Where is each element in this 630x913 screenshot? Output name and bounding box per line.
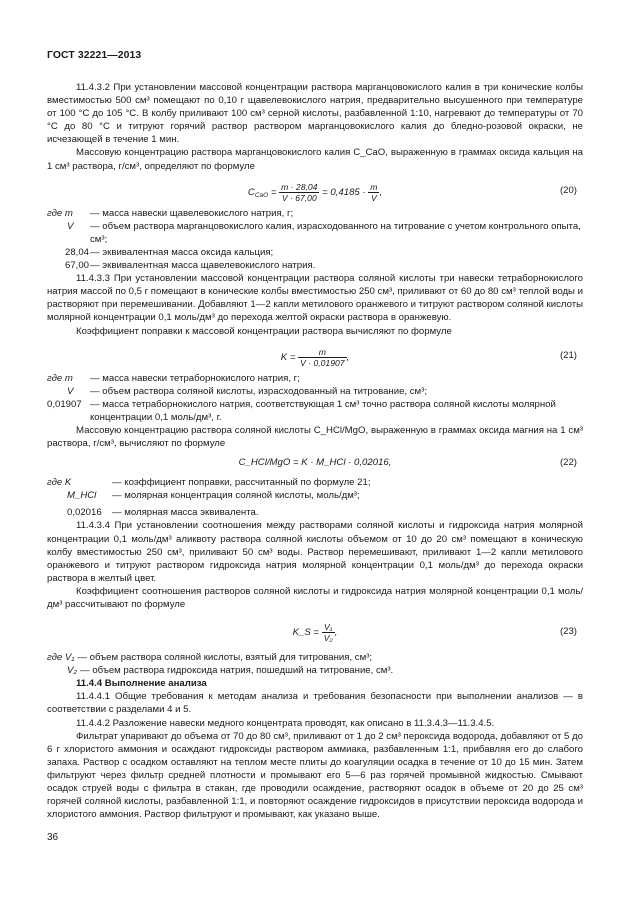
formula-21-denominator: V · 0,01907 <box>300 357 345 368</box>
definition-symbol: где m <box>47 207 73 219</box>
formula-23-tail: , <box>334 627 338 639</box>
definition-symbol: M_HCl <box>67 490 97 502</box>
formula-21-number: (21) <box>559 349 577 361</box>
formula-23-lhs: K_S = <box>292 627 320 639</box>
definition-text: — объем раствора гидроксида натрия, пошедший на титрование, см³. <box>80 665 394 677</box>
formula-21-numerator: m <box>298 347 346 358</box>
paragraph-11-4-3-2: 11.4.3.2 При установлении массовой концентрации раствора марганцовокислого калия в три конические колбы вместимостью 500 см³ помещают по 0,10 г щавелевокислого натрия, предварительно высушенного при температуре от 100 °С до 105 °С. В колбу приливают 100 см³ серной кислоты, разбавленной 1:10, нагревают до температуры от 70 °С до 80 °С и титруют горячий раствор раствором марганцовокислого калия до бледно-розовой окраски, не исчезающей в течение 1 мин. <box>47 82 583 146</box>
formula-23-numerator: V₁ <box>322 622 335 633</box>
definition-item <box>47 207 583 220</box>
paragraph-hcl-mgo-concentration: Массовую концентрацию раствора соляной кислоты C_HCl/MgO, выраженную в граммах оксида магния на 1 см³ раствора, г/см³, вычисляют по формуле <box>47 424 583 450</box>
formula-22-number: (22) <box>559 457 577 469</box>
definition-text: — объем раствора соляной кислоты, израсходованный на титрование, см³; <box>90 385 428 397</box>
definitions-23 <box>47 651 583 677</box>
formula-20-expression <box>47 182 583 203</box>
definition-item <box>47 664 583 677</box>
formula-20-tail: , <box>379 186 383 198</box>
formula-20-numerator: m · 28,04 <box>281 181 318 192</box>
formula-23-denominator: V₂ <box>323 633 333 644</box>
formula-20-number: (20) <box>559 184 577 196</box>
definition-text: — масса тетраборнокислого натрия, соответствующая 1 см³ точно раствора соляной кислоты молярной концентрации 0,1 моль/дм³, г. <box>90 398 556 423</box>
definition-symbol: 0,02016 <box>67 507 102 519</box>
formula-21-lhs: K = <box>280 351 296 363</box>
formula-20-numerator-2: m <box>370 181 378 192</box>
definition-item <box>47 259 583 272</box>
paragraph-11-4-3-3: 11.4.3.3 При установлении массовой концентрации раствора соляной кислоты три навески тетраборнокислого натрия массой по 0,5 г помещают в конические колбы вместимостью 250 см³, приливают от 60 до 80 см³ теплой воды и растворяют при перемешивании. Добавляют 1—2 капли метилового оранжевого и титруют раствором соляной кислоты молярной концентрации 0,1 моль/дм³ до перехода желтой окраски раствора в оранжевую. <box>47 273 583 324</box>
definition-text: — объем раствора соляной кислоты, взятый для титрования, см³; <box>77 652 373 664</box>
definition-text: — масса навески щавелевокислого натрия, г; <box>90 207 294 219</box>
formula-23-fraction <box>322 622 335 643</box>
definition-text: — эквивалентная масса оксида кальция; <box>90 246 274 258</box>
definition-symbol: V <box>67 385 74 397</box>
definition-item <box>47 506 583 519</box>
paragraph-11-4-4-1: 11.4.4.1 Общие требования к методам анализа и требования безопасности при выполнении анализов — в соответствии с разделами 4 и 5. <box>47 691 583 716</box>
definition-item <box>47 246 583 259</box>
definitions-22 <box>47 476 583 519</box>
formula-20 <box>47 176 583 204</box>
formula-21-tail: , <box>346 351 350 363</box>
definition-item <box>47 651 583 664</box>
page-number: 36 <box>47 832 59 843</box>
definition-text: — коэффициент поправки, рассчитанный по формуле 21; <box>112 477 371 489</box>
formula-21 <box>47 341 583 369</box>
document-body <box>47 81 583 821</box>
formula-21-fraction <box>298 347 346 368</box>
paragraph-ratio-coefficient: Коэффициент соотношения растворов соляной кислоты и гидроксида натрия молярной концентрации 0,1 моль/дм³ рассчитывают по формуле <box>47 585 583 610</box>
paragraph-11-4-4-2: 11.4.4.2 Разложение навески медного концентрата проводят, как описано в 11.3.4.3—11.3.4.5. <box>76 717 495 729</box>
definition-symbol: 0,01907 <box>47 398 82 410</box>
definition-symbol: где V₁ <box>47 652 75 664</box>
definition-item <box>47 398 583 424</box>
formula-22 <box>47 453 583 473</box>
definition-item <box>47 385 583 398</box>
paragraph-11-4-3-4: 11.4.3.4 При установлении соотношения между растворами соляной кислоты и гидроксида натрия молярной концентрации 0,1 моль/дм³ аликвоту раствора соляной кислоты объемом от 10 до 20 см³ помещают в коническую колбу вместимостью 250 см³, приливают 50 см³ воды. Раствор перемешивают, приливают 1—2 капли метилового оранжевого и титруют раствором гидроксида натрия молярной концентрации 0,1 моль/дм³ до перехода окраски раствора в желтый цвет. <box>47 520 583 584</box>
definitions-20 <box>47 207 583 272</box>
formula-20-denominator: V · 67,00 <box>281 192 317 203</box>
definition-item <box>47 372 583 385</box>
formula-23 <box>47 614 583 648</box>
definition-item <box>47 220 583 246</box>
paragraph-correction-coefficient: Коэффициент поправки к массовой концентрации раствора вычисляют по формуле <box>76 325 452 337</box>
formula-20-lhs: C <box>247 186 255 198</box>
formula-20-denominator-2: V <box>371 192 377 203</box>
definition-text: — молярная масса эквивалента. <box>112 507 259 519</box>
definitions-21 <box>47 372 583 424</box>
definition-item <box>47 489 583 502</box>
paragraph-filtrate: Фильтрат упаривают до объема от 70 до 80 см³, приливают от 1 до 2 см³ пероксида водорода, добавляют от 5 до 6 г хлористого аммония и осаждают гидроксиды раствором аммиака, разбавленным 1:1, прибавляя его до слабого запаха. Раствор с осадком оставляют на теплом месте плиты до коагуляции осадка в течение от 10 до 15 мин. Затем фильтруют через фильтр средней плотности и промывают его 5—6 раз горячей промывной жидкостью. Смывают осадок струей воды с фильтра в стакан, где проводили осаждение, растворяют осадок в объеме от 20 до 25 см³ горячей соляной кислоты, разбавленной 1:1, и повторяют осаждение гидроксидов в присутствии пероксида водорода и хлористого аммония. Раствор фильтруют и промывают, как указано выше. <box>47 730 583 821</box>
definition-symbol: V <box>67 220 74 232</box>
definition-symbol: где K <box>47 477 72 489</box>
formula-20-fraction-2 <box>368 182 379 203</box>
definition-symbol: где m <box>47 372 73 384</box>
formula-20-lhs-sub: CaO <box>254 191 269 199</box>
formula-20-eq: = <box>270 186 277 198</box>
formula-20-mid: = 0,4185 · <box>322 186 366 198</box>
paragraph-cao-concentration: Массовую концентрацию раствора марганцовокислого калия C_CaO, выраженную в граммах оксида кальция на 1 см³ раствора, г/см³, определяют по формуле <box>47 147 583 172</box>
document-header: ГОСТ 32221—2013 <box>47 50 142 61</box>
definition-symbol: 67,00 <box>65 260 90 272</box>
formula-20-fraction-1 <box>279 182 319 203</box>
definition-symbol: V₂ <box>67 665 78 677</box>
formula-22-expression: C_HCl/MgO = K · M_HCl · 0,02016, <box>238 457 392 469</box>
formula-21-expression <box>47 347 583 368</box>
formula-23-number: (23) <box>559 626 577 638</box>
definition-text: — эквивалентная масса щавелевокислого натрия. <box>90 260 316 272</box>
definition-symbol: 28,04 <box>65 246 90 258</box>
definition-text: — масса навески тетраборнокислого натрия, г; <box>90 372 300 384</box>
definition-text: — молярная концентрация соляной кислоты, моль/дм³; <box>112 490 360 502</box>
definition-text: — объем раствора марганцовокислого калия, израсходованного на титрование с учетом контрольного опыта, см³; <box>90 220 581 245</box>
section-heading-11-4-4: 11.4.4 Выполнение анализа <box>76 678 207 690</box>
definition-item <box>47 476 583 489</box>
formula-23-expression <box>47 622 583 643</box>
